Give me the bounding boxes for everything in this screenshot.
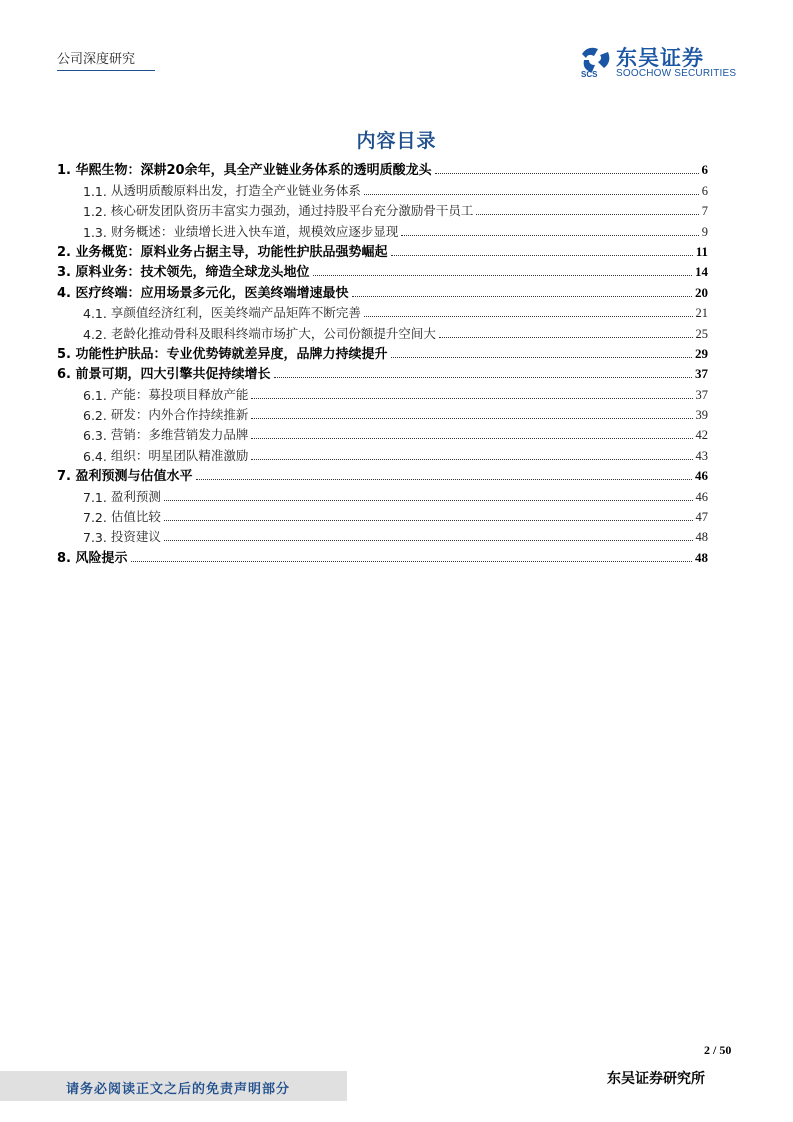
toc-entry[interactable] (57, 484, 708, 504)
toc-entry-title: 投资建议 (110, 529, 161, 545)
toc-leader-dots (401, 234, 698, 236)
toc-leader-dots (196, 478, 692, 480)
toc-entry[interactable] (57, 464, 708, 484)
toc-entry-number: 1.3. (83, 224, 107, 240)
toc-leader-dots (251, 397, 692, 399)
toc-entry-number: 4. (57, 285, 71, 301)
toc-entry-title: 原料业务：技术领先，缔造全球龙头地位 (75, 265, 310, 281)
toc-entry-page: 6 (701, 162, 708, 178)
toc-entry-title: 盈利预测 (110, 488, 161, 504)
toc-entry-title: 业务概览：原料业务占据主导，功能性护肤品强势崛起 (75, 244, 388, 260)
toc-leader-dots (391, 356, 692, 358)
toc-leader-dots (251, 458, 692, 460)
toc-entry-page: 47 (695, 510, 708, 525)
toc-entry-title: 核心研发团队资历丰富实力强劲，通过持股平台充分激励骨干员工 (110, 203, 474, 219)
toc-entry[interactable] (57, 321, 708, 341)
institute-name: 东吴证券研究所 (607, 1071, 705, 1087)
toc-entry-title: 估值比较 (110, 509, 161, 525)
toc-leader-dots (251, 417, 692, 419)
toc-entry-title: 功能性护肤品：专业优势铸就差异度，品牌力持续提升 (75, 346, 388, 362)
toc-entry-number: 8. (57, 550, 71, 566)
toc-entry-title: 华熙生物：深耕20余年，具全产业链业务体系的透明质酸龙头 (75, 163, 432, 179)
toc-entry-page: 7 (701, 204, 708, 219)
toc-entry-number: 1. (57, 163, 71, 179)
toc-entry-page: 6 (701, 183, 708, 198)
toc-entry-number: 6.2. (83, 408, 107, 424)
toc-entry-page: 21 (695, 306, 708, 321)
toc-leader-dots (313, 274, 692, 276)
toc-entry-page: 37 (695, 387, 708, 402)
toc-entry-title: 营销：多维营销发力品牌 (110, 427, 249, 443)
toc-entry[interactable] (57, 158, 708, 178)
toc-entry-number: 3. (57, 265, 71, 281)
toc-entry[interactable] (57, 382, 708, 402)
toc-entry-page: 46 (695, 489, 708, 504)
header-underline (57, 70, 155, 71)
toc-entry[interactable] (57, 443, 708, 463)
toc-entry-page: 46 (695, 468, 708, 484)
toc-title: 内容目录 (356, 130, 437, 152)
toc-entry-page: 29 (695, 345, 708, 361)
toc-entry[interactable] (57, 423, 708, 443)
toc-entry[interactable] (57, 280, 708, 300)
toc-entry-title: 前景可期，四大引擎共促持续增长 (75, 367, 271, 383)
toc-entry[interactable] (57, 219, 708, 239)
toc-entry[interactable] (57, 545, 708, 565)
toc-entry-number: 6.1. (83, 387, 107, 403)
report-category: 公司深度研究 (57, 52, 136, 67)
toc-entry-title: 研发：内外合作持续推新 (110, 407, 249, 423)
toc-entry[interactable] (57, 525, 708, 545)
toc-entry[interactable] (57, 199, 708, 219)
toc-leader-dots (251, 437, 692, 439)
toc-entry-number: 1.1. (83, 183, 107, 199)
toc-entry-number: 7.1. (83, 489, 107, 505)
toc-leader-dots (164, 519, 693, 521)
logo-cn: 东吴证券 (616, 46, 704, 70)
toc-entry-page: 39 (695, 408, 708, 423)
toc-entry[interactable] (57, 260, 708, 280)
toc-entry-number: 6. (57, 367, 71, 383)
toc-leader-dots (164, 499, 693, 501)
toc-entry-page: 20 (695, 284, 708, 300)
toc-leader-dots (391, 254, 693, 256)
logo-mark-icon (578, 44, 614, 78)
toc-leader-dots (274, 376, 692, 378)
toc-entry-page: 37 (695, 366, 708, 382)
disclaimer-note: 请务必阅读正文之后的免责声明部分 (66, 1082, 291, 1097)
toc-entry-title: 老龄化推动骨科及眼科终端市场扩大，公司份额提升空间大 (110, 325, 436, 341)
toc-leader-dots (352, 295, 692, 297)
toc-entry[interactable] (57, 240, 708, 260)
toc-entry-title: 组织：明星团队精准激励 (110, 447, 249, 463)
toc-entry-page: 42 (695, 428, 708, 443)
toc-entry-number: 7.2. (83, 510, 107, 526)
toc-entry-number: 4.2. (83, 326, 107, 342)
toc-leader-dots (439, 336, 693, 338)
toc-entry[interactable] (57, 178, 708, 198)
toc-entry-page: 48 (695, 530, 708, 545)
toc-entry-number: 6.3. (83, 428, 107, 444)
toc-entry-number: 7.3. (83, 530, 107, 546)
page-number: 2 / 50 (704, 1043, 732, 1057)
toc-entry-title: 从透明质酸原料出发，打造全产业链业务体系 (110, 182, 361, 198)
toc-entry-title: 医疗终端：应用场景多元化，医美终端增速最快 (75, 285, 349, 301)
toc-leader-dots (131, 560, 692, 562)
toc-leader-dots (364, 193, 699, 195)
toc-entry-page: 48 (695, 549, 708, 565)
logo-en: SOOCHOW SECURITIES (616, 68, 737, 79)
toc-leader-dots (164, 539, 693, 541)
logo-mark-text: SCS (581, 70, 598, 78)
toc-leader-dots (476, 213, 698, 215)
toc-entry[interactable] (57, 301, 708, 321)
toc-entry-title: 产能：募投项目释放产能 (110, 386, 249, 402)
toc-entry-number: 6.4. (83, 448, 107, 464)
toc-entry-title: 财务概述：业绩增长进入快车道，规模效应逐步显现 (110, 223, 399, 239)
toc-entry-number: 1.2. (83, 204, 107, 220)
company-logo (578, 42, 738, 82)
toc-entry-title: 享颜值经济红利，医美终端产品矩阵不断完善 (110, 305, 361, 321)
toc-leader-dots (364, 315, 693, 317)
toc-entry-page: 9 (701, 224, 708, 239)
table-of-contents (57, 158, 708, 566)
toc-entry-page: 43 (695, 448, 708, 463)
toc-entry[interactable] (57, 362, 708, 382)
toc-entry-number: 4.1. (83, 306, 107, 322)
toc-leader-dots (435, 172, 699, 174)
toc-entry-number: 7. (57, 469, 71, 485)
toc-entry-number: 2. (57, 244, 71, 260)
toc-entry-title: 风险提示 (75, 550, 128, 566)
toc-entry[interactable] (57, 342, 708, 362)
toc-entry-page: 14 (695, 264, 708, 280)
toc-entry-title: 盈利预测与估值水平 (75, 469, 193, 485)
toc-entry-number: 5. (57, 346, 71, 362)
toc-entry[interactable] (57, 505, 708, 525)
toc-entry-page: 25 (695, 326, 708, 341)
toc-entry-page: 11 (695, 243, 708, 259)
toc-entry[interactable] (57, 403, 708, 423)
